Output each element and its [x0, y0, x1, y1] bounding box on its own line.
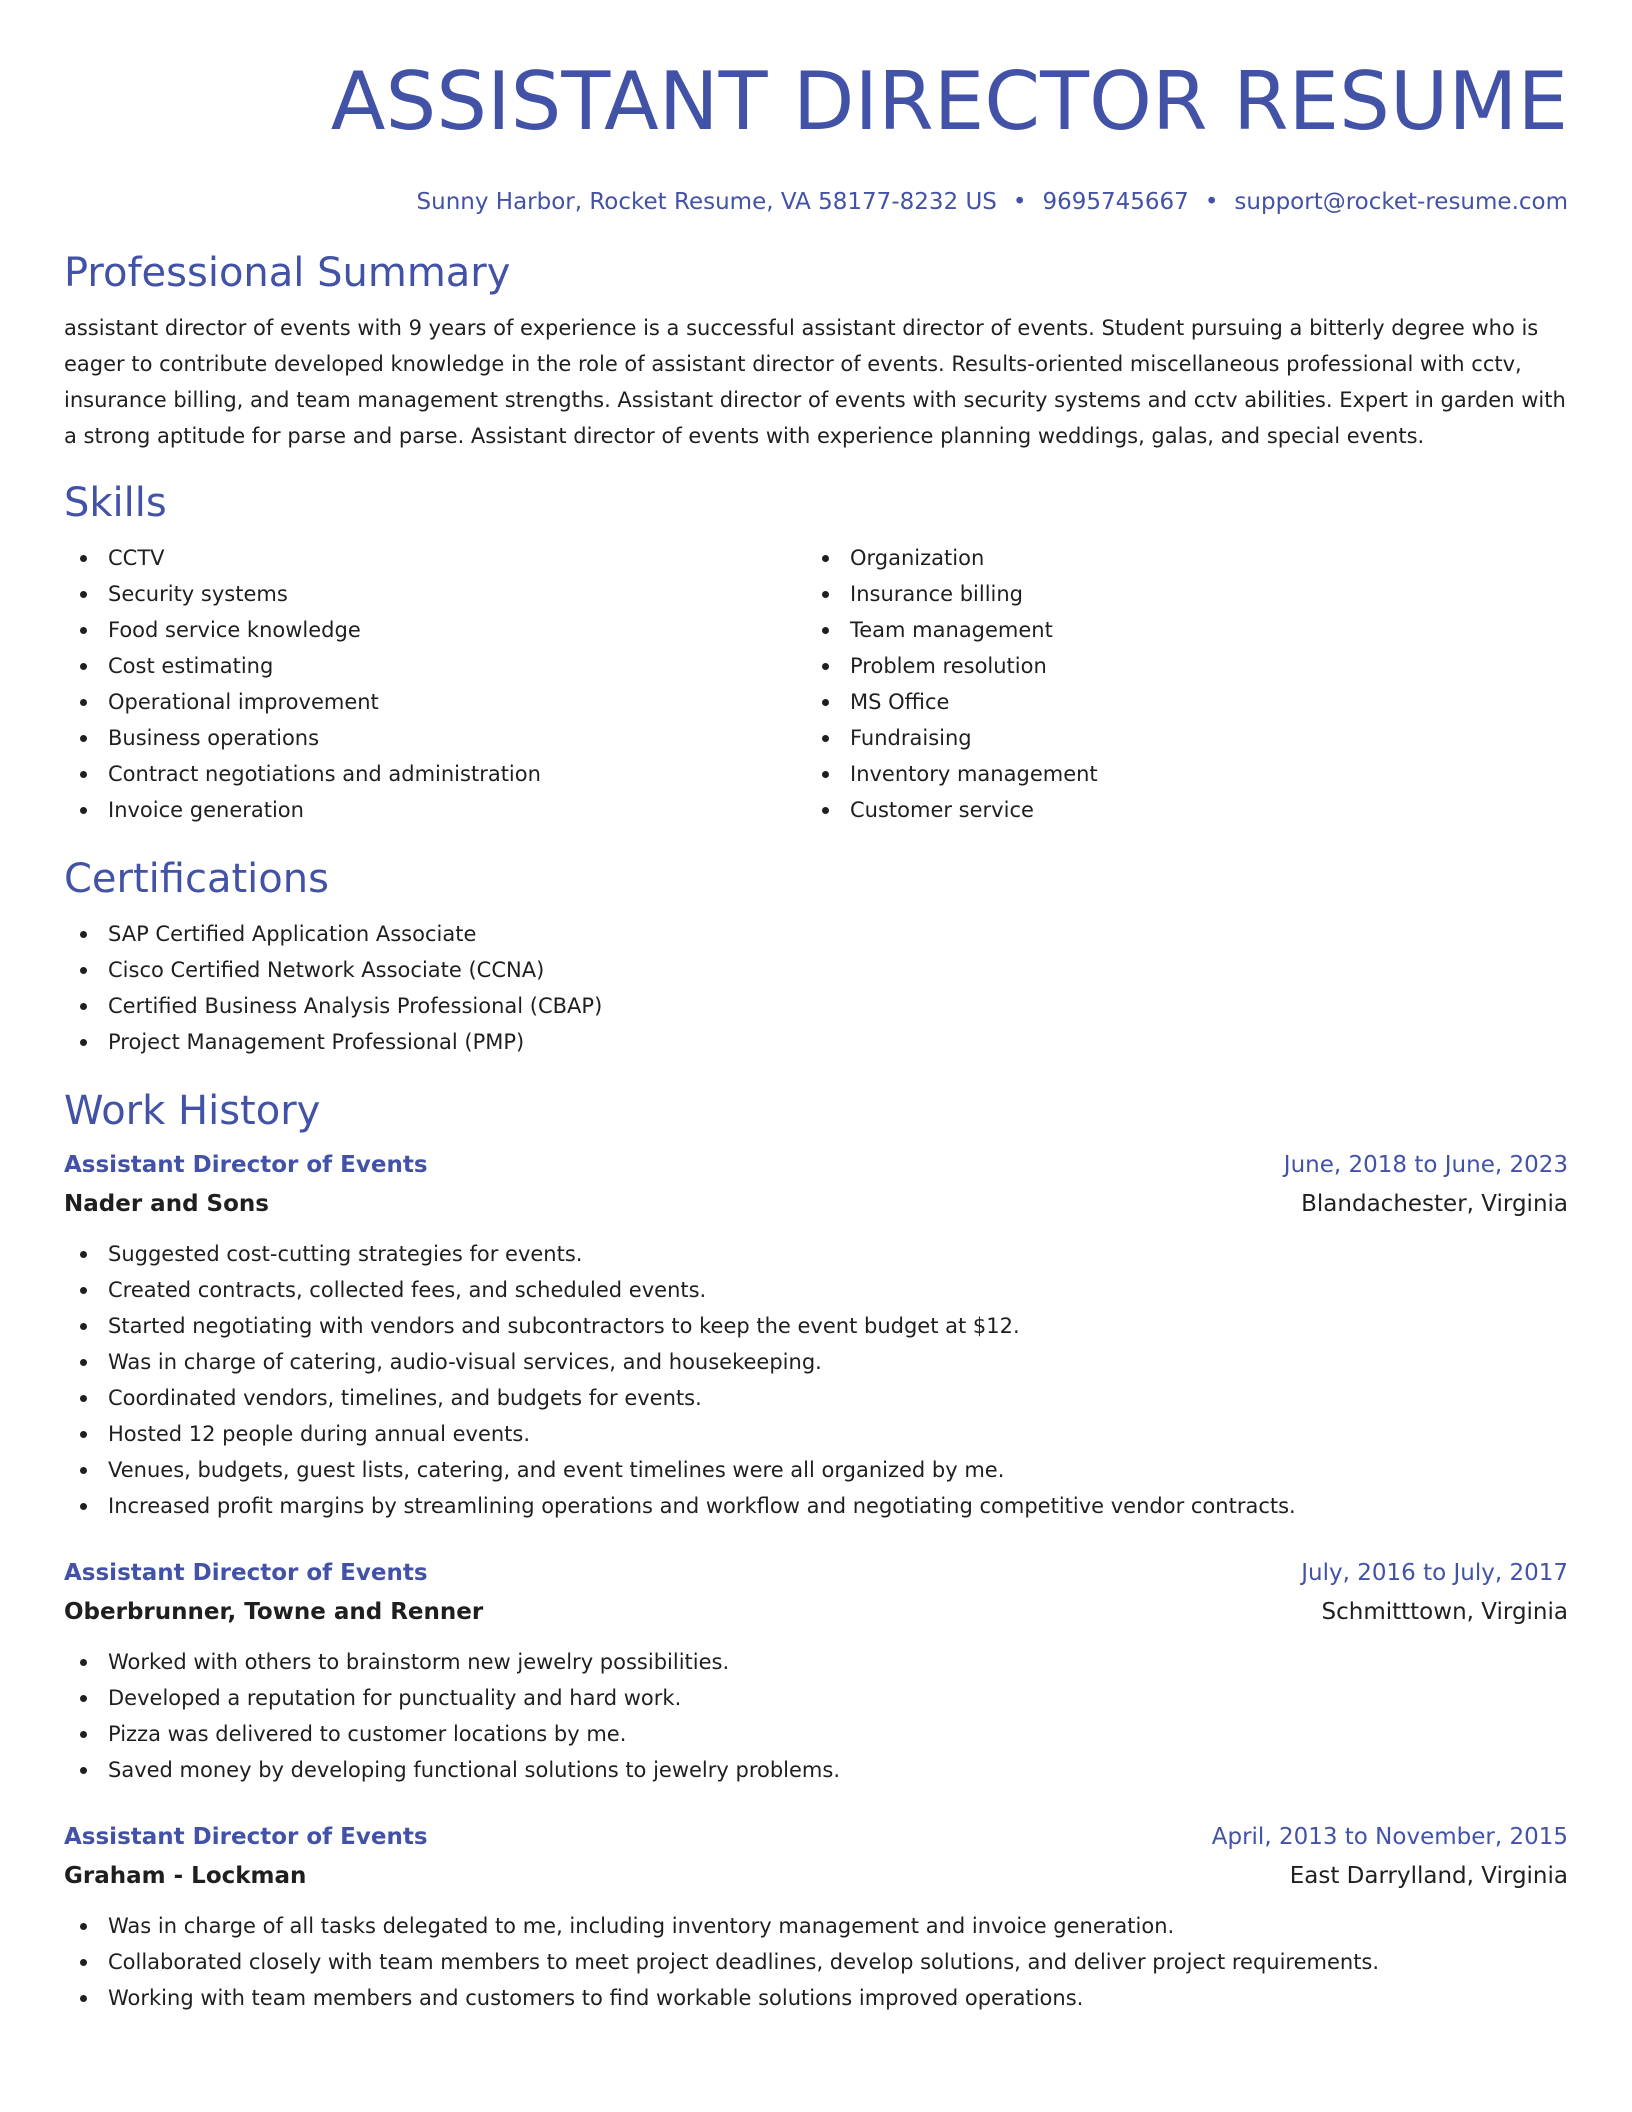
- job-bullets: [64, 1236, 1568, 1524]
- resume-title: ASSISTANT DIRECTOR RESUME: [330, 55, 1568, 148]
- skill-item: Problem resolution: [806, 648, 1548, 684]
- skill-item: Cost estimating: [64, 648, 806, 684]
- job-company-row: [64, 1592, 1568, 1632]
- job-bullet: Created contracts, collected fees, and scheduled events.: [64, 1272, 1568, 1308]
- job-dates: July, 2016 to July, 2017: [1301, 1560, 1568, 1586]
- job-entry: [64, 1554, 1568, 1788]
- job-company-row: [64, 1856, 1568, 1896]
- job-bullets: [64, 1644, 1568, 1788]
- skill-item: Invoice generation: [64, 792, 806, 828]
- job-bullet: Increased profit margins by streamlining operations and workflow and negotiating competitive vendor contracts.: [64, 1488, 1568, 1524]
- skill-item: Team management: [806, 612, 1548, 648]
- job-bullet: Started negotiating with vendors and subcontractors to keep the event budget at $12.: [64, 1308, 1568, 1344]
- certification-item: Certified Business Analysis Professional (CBAP): [64, 988, 1568, 1024]
- skill-item: CCTV: [64, 540, 806, 576]
- job-company: Oberbrunner, Towne and Renner: [64, 1599, 484, 1625]
- job-title: Assistant Director of Events: [64, 1560, 428, 1586]
- certifications-heading: Certifications: [64, 856, 329, 902]
- job-bullet: Pizza was delivered to customer locations by me.: [64, 1716, 1568, 1752]
- skills-list-left: [64, 540, 806, 828]
- skill-item: Organization: [806, 540, 1548, 576]
- contact-address: Sunny Harbor, Rocket Resume, VA 58177-8232 US: [416, 189, 997, 215]
- skills-grid: [64, 540, 1568, 828]
- certification-item: SAP Certified Application Associate: [64, 916, 1568, 952]
- summary-text: assistant director of events with 9 years of experience is a successful assistant director of events. Student pursuing a bitterly degree who is eager to contribute developed knowledge in the role of assistant director of events. Results-oriented miscellaneous professional with cctv, insurance billing, and team management strengths. Assistant director of events with security systems and cctv abilities. Expert in garden with a strong aptitude for parse and parse. Assistant director of events with experience planning weddings, galas, and special events.: [64, 316, 1566, 448]
- certification-item: Project Management Professional (PMP): [64, 1024, 1568, 1060]
- job-header-row: [64, 1146, 1568, 1184]
- skill-item: MS Office: [806, 684, 1548, 720]
- job-location: Blandachester, Virginia: [1301, 1191, 1568, 1217]
- job-bullet: Venues, budgets, guest lists, catering, and event timelines were all organized by me.: [64, 1452, 1568, 1488]
- job-bullet: Working with team members and customers to find workable solutions improved operations.: [64, 1980, 1568, 2016]
- job-company: Graham - Lockman: [64, 1863, 307, 1889]
- job-bullet: Was in charge of all tasks delegated to me, including inventory management and invoice generation.: [64, 1908, 1568, 1944]
- job-dates: June, 2018 to June, 2023: [1283, 1152, 1568, 1178]
- skill-item: Operational improvement: [64, 684, 806, 720]
- skill-item: Inventory management: [806, 756, 1548, 792]
- certifications-list: [64, 916, 1568, 1060]
- job-bullet: Was in charge of catering, audio-visual services, and housekeeping.: [64, 1344, 1568, 1380]
- skills-heading: Skills: [64, 480, 167, 526]
- skill-item: Security systems: [64, 576, 806, 612]
- contact-line: [64, 186, 1568, 218]
- job-bullet: Worked with others to brainstorm new jewelry possibilities.: [64, 1644, 1568, 1680]
- resume-page: [64, 48, 1568, 2016]
- contact-separator: •: [1012, 189, 1027, 215]
- job-header-row: [64, 1554, 1568, 1592]
- job-bullet: Suggested cost-cutting strategies for events.: [64, 1236, 1568, 1272]
- job-title: Assistant Director of Events: [64, 1824, 428, 1850]
- summary-heading: Professional Summary: [64, 250, 511, 296]
- skills-list-right: [806, 540, 1548, 828]
- contact-separator: •: [1204, 189, 1219, 215]
- job-bullets: [64, 1908, 1568, 2016]
- job-entry: [64, 1818, 1568, 2016]
- job-bullet: Collaborated closely with team members to meet project deadlines, develop solutions, and deliver project requirements.: [64, 1944, 1568, 1980]
- contact-email: support@rocket-resume.com: [1234, 189, 1568, 215]
- job-bullet: Developed a reputation for punctuality and hard work.: [64, 1680, 1568, 1716]
- resume-header: [64, 48, 1568, 218]
- job-location: East Darrylland, Virginia: [1289, 1863, 1568, 1889]
- skill-item: Food service knowledge: [64, 612, 806, 648]
- job-location: Schmitttown, Virginia: [1321, 1599, 1568, 1625]
- skill-item: Business operations: [64, 720, 806, 756]
- job-dates: April, 2013 to November, 2015: [1211, 1824, 1568, 1850]
- contact-phone: 9695745667: [1042, 189, 1189, 215]
- job-bullet: Hosted 12 people during annual events.: [64, 1416, 1568, 1452]
- job-entry: [64, 1146, 1568, 1524]
- job-bullet: Saved money by developing functional solutions to jewelry problems.: [64, 1752, 1568, 1788]
- skill-item: Customer service: [806, 792, 1548, 828]
- work-history-heading: Work History: [64, 1088, 321, 1134]
- skill-item: Insurance billing: [806, 576, 1548, 612]
- job-bullet: Coordinated vendors, timelines, and budgets for events.: [64, 1380, 1568, 1416]
- job-title: Assistant Director of Events: [64, 1152, 428, 1178]
- certification-item: Cisco Certified Network Associate (CCNA): [64, 952, 1568, 988]
- job-company-row: [64, 1184, 1568, 1224]
- skill-item: Fundraising: [806, 720, 1548, 756]
- skill-item: Contract negotiations and administration: [64, 756, 806, 792]
- job-company: Nader and Sons: [64, 1191, 269, 1217]
- job-header-row: [64, 1818, 1568, 1856]
